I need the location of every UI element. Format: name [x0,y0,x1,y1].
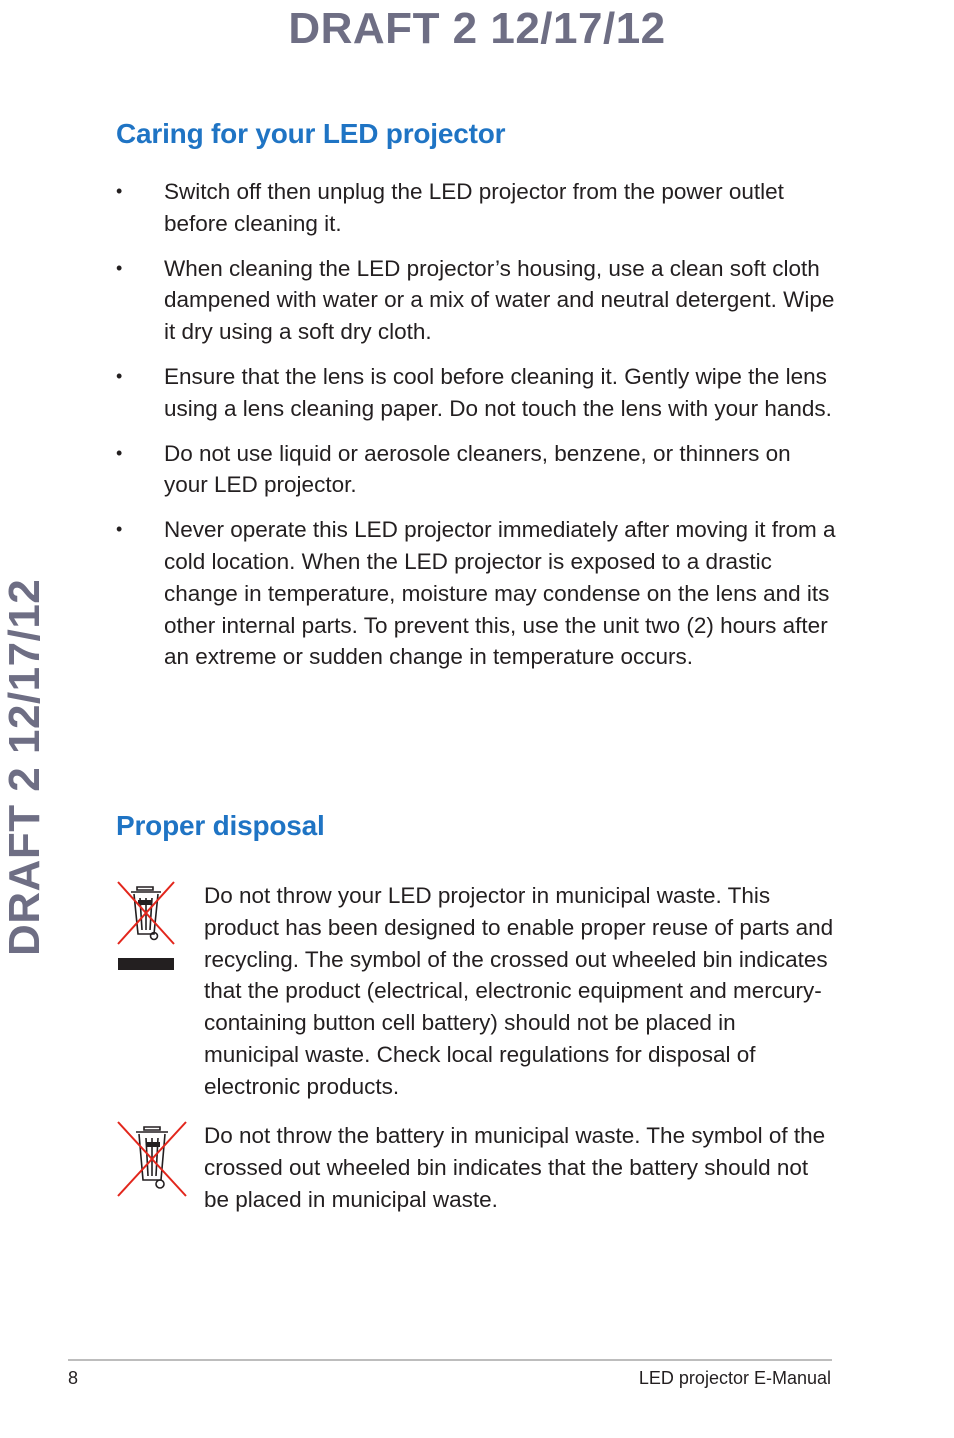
footer-divider [68,1359,832,1361]
draft-watermark-side: DRAFT 2 12/17/12 [0,578,49,956]
disposal-item-product [116,880,836,1103]
section-heading-disposal: Proper disposal [116,810,325,841]
caring-list [116,176,836,686]
list-item [116,514,836,673]
disposal-text-product: Do not throw your LED projector in municipal waste. This product has been designed to enable proper reuse of parts and recycling. The symbol of the crossed out wheeled bin indicates that the product (electrical, electronic equipment and mercury-containing button cell battery) should not be placed in municipal waste. Check local regulations for disposal of electronic products. [204,883,834,1099]
bullet-glyph: • [116,181,123,201]
list-item-text: When cleaning the LED projector’s housing, use a clean soft cloth dampened with water or a mix of water and neutral detergent. Wipe it dry using a soft dry cloth. [164,255,835,345]
list-item [116,176,836,240]
bullet-glyph: • [116,442,123,463]
disposal-item-battery [116,1120,836,1215]
section-heading-caring: Caring for your LED projector [116,118,506,149]
list-item-text: Ensure that the lens is cool before cleaning it. Gently wipe the lens using a lens cleaning paper. Do not touch the lens with your hands. [164,363,832,421]
bullet-glyph: • [116,365,123,386]
list-item [116,438,836,502]
list-item [116,253,836,348]
bullet-glyph: • [116,257,123,278]
crossed-bin-with-bar-icon [116,880,176,977]
footer-title: LED projector E-Manual [638,1368,831,1388]
crossed-bin-icon [116,1120,188,1205]
list-item [116,361,836,425]
page-number: 8 [68,1368,79,1388]
disposal-text-battery: Do not throw the battery in municipal waste. The symbol of the crossed out wheeled bin indicates that the battery should not be placed in municipal waste. [204,1123,826,1212]
list-item-text: Never operate this LED projector immediately after moving it from a cold location. When the LED projector is exposed to a drastic change in temperature, moisture may condense on the lens and its other internal parts. To prevent this, use the unit two (2) hours after an extreme or sudden change in temperature occurs. [164,517,836,670]
list-item-text: Do not use liquid or aerosole cleaners, benzene, or thinners on your LED projector. [164,440,791,498]
list-item-text: Switch off then unplug the LED projector from the power outlet before cleaning it. [164,179,784,236]
bullet-glyph: • [116,519,123,540]
draft-watermark-top: DRAFT 2 12/17/12 [288,4,666,53]
